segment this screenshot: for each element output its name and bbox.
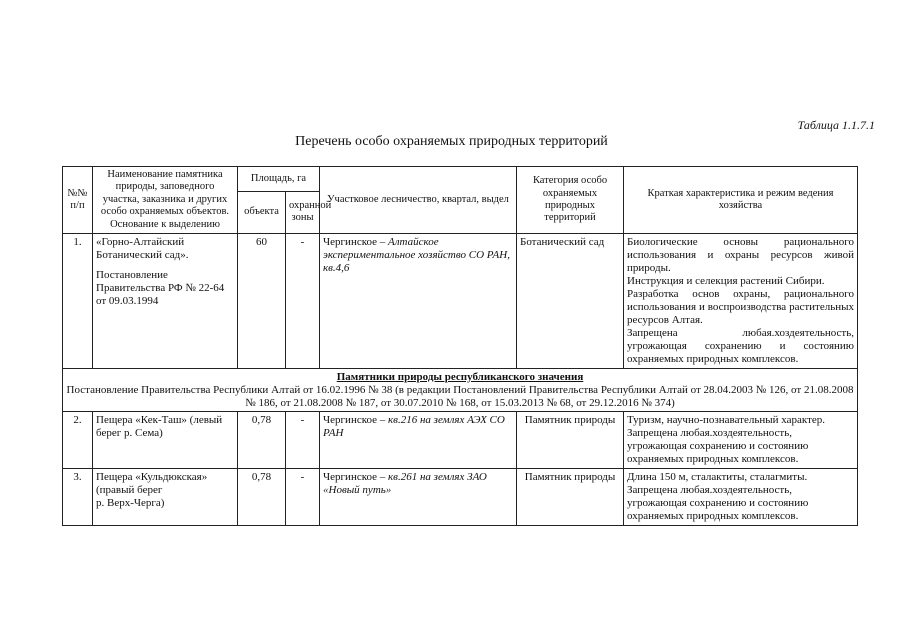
header-area-object: объекта	[238, 191, 286, 233]
row-forestry	[320, 469, 517, 526]
forestry-detail: Алтайское экспериментальное хозяйство СО РАН, кв.4,6	[323, 235, 510, 274]
header-category: Категория особо охраняемых природных территорий	[517, 167, 624, 234]
row-name: Пещера «Кек-Таш» (левый берег р. Сема)	[93, 412, 238, 469]
row-area-object: 60	[238, 233, 286, 368]
row-num: 2.	[63, 412, 93, 469]
description-line: Длина 150 м, сталактиты, сталагмиты.	[627, 471, 808, 484]
table-caption: Таблица 1.1.7.1	[797, 118, 875, 132]
row-category: Ботанический сад	[517, 233, 624, 368]
header-row	[63, 167, 858, 192]
header-description: Краткая характеристика и режим ведения хозяйства	[624, 167, 858, 234]
forestry-name: Чергинское –	[323, 471, 386, 484]
description-line: Запрещена любая.хоздеятельность, угрожающая сохранению и состоянию охраняемых природных комплексов.	[627, 427, 809, 466]
row-category: Памятник природы	[517, 469, 624, 526]
description-line: Биологические основы рационального использования и охраны ресурсов живой природы.	[627, 235, 855, 274]
object-name-line: р. Верх-Черга)	[96, 497, 165, 510]
object-name: «Горно-Алтайский Ботанический сад».	[96, 235, 189, 261]
description-line: Туризм, научно-познавательный характер.	[627, 414, 826, 427]
forestry-detail: кв.261 на землях ЗАО «Новый путь»	[323, 471, 487, 497]
description-line: Запрещена любая.хоздеятельность, угрожающая сохранению и состоянию охраняемых природных комплексов.	[627, 326, 855, 365]
row-area-zone: -	[286, 412, 320, 469]
row-forestry	[320, 412, 517, 469]
row-category: Памятник природы	[517, 412, 624, 469]
document-title: Перечень особо охраняемых природных территорий	[295, 134, 608, 149]
header-area-zone: охранной зоны	[286, 191, 320, 233]
header-forestry: Участковое лесничество, квартал, выдел	[320, 167, 517, 234]
row-description	[624, 469, 858, 526]
header-area: Площадь, га	[238, 167, 320, 192]
row-area-object: 0,78	[238, 469, 286, 526]
object-name-line: (правый берег	[96, 484, 163, 497]
header-name: Наименование памятника природы, заповедного участка, заказника и других особо охраняемых объектов. Основание к выделению	[93, 167, 238, 234]
row-area-object: 0,78	[238, 412, 286, 469]
forestry-detail: кв.216 на землях АЭХ СО РАН	[323, 414, 505, 440]
row-area-zone: -	[286, 469, 320, 526]
section-cell	[63, 368, 858, 412]
section-basis: Постановление Правительства Республики Алтай от 16.02.1996 № 38 (в редакции Постановлений Правительства Республики Алтай от 28.04.2003 № 126, от 21.08.2008 № 186, от 21.08.2008 № 187, от 30.07.2010 № 168, от 15.03.2013 № 68, от 29.12.2016 № 374)	[66, 383, 854, 409]
protected-areas-table	[62, 166, 858, 526]
forestry-name: Чергинское –	[323, 414, 386, 427]
object-basis: Постановление Правительства РФ № 22-64 от 09.03.1994	[96, 268, 225, 307]
row-name	[93, 233, 238, 368]
section-title: Памятники природы республиканского значения	[336, 370, 584, 383]
description-line: Запрещена любая.хоздеятельность, угрожающая сохранению и состоянию охраняемых природных комплексов.	[627, 484, 809, 523]
object-name-line: Пещера «Кульдюкская»	[96, 471, 208, 484]
description-line: Разработка основ охраны, рационального использования и воспроизводства растительных ресурсов Алтая.	[627, 287, 855, 326]
row-description	[624, 233, 858, 368]
row-num: 3.	[63, 469, 93, 526]
row-forestry	[320, 233, 517, 368]
header-num: №№ п/п	[63, 167, 93, 234]
section-row	[63, 368, 858, 412]
row-area-zone: -	[286, 233, 320, 368]
row-description	[624, 412, 858, 469]
forestry-name: Чергинское –	[323, 235, 386, 248]
table-row	[63, 469, 858, 526]
description-line: Инструкция и селекция растений Сибири.	[627, 274, 825, 287]
row-name	[93, 469, 238, 526]
table-row	[63, 233, 858, 368]
table-row	[63, 412, 858, 469]
row-num: 1.	[63, 233, 93, 368]
